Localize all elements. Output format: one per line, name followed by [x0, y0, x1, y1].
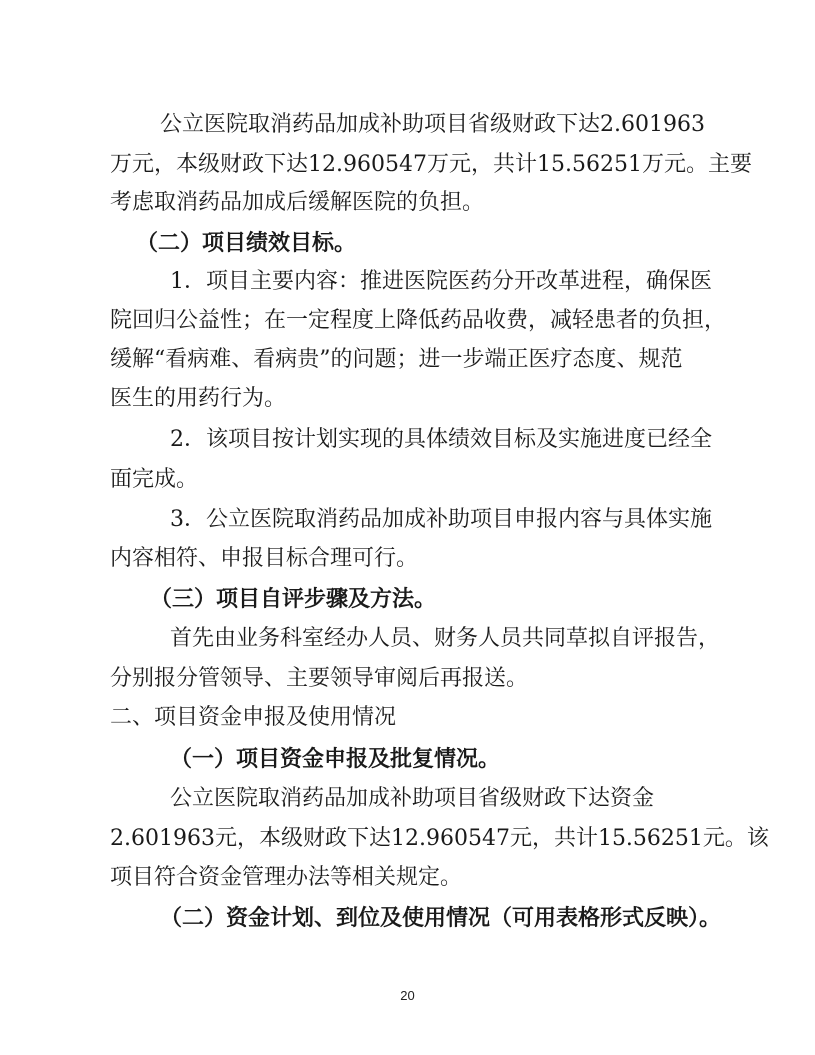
item-2-line-1: 2．该项目按计划实现的具体绩效目标及实施进度已经全	[170, 427, 712, 452]
item-1-line-3: 缓解“看病难、看病贵”的问题；进一步端正医疗态度、规范	[110, 347, 683, 372]
self-eval-line-1: 首先由业务科室经办人员、财务人员共同草拟自评报告，	[170, 626, 721, 651]
chapter-2-heading: 二、项目资金申报及使用情况	[110, 705, 397, 730]
funding-line-1: 公立医院取消药品加成补助项目省级财政下达资金	[170, 786, 655, 811]
section-2-heading: （二）项目绩效目标。	[136, 230, 357, 256]
paragraph-1-line-2: 万元，本级财政下达12.960547万元，共计15.56251万元。主要	[110, 152, 752, 177]
section-3-heading: （三）项目自评步骤及方法。	[150, 586, 437, 612]
funding-line-3: 项目符合资金管理办法等相关规定。	[110, 865, 463, 890]
sub-1-heading: （一）项目资金申报及批复情况。	[170, 746, 501, 772]
funding-line-2: 2.601963元，本级财政下达12.960547元，共计15.56251元。该	[110, 826, 769, 851]
self-eval-line-2: 分别报分管领导、主要领导审阅后再报送。	[110, 666, 529, 691]
item-1-line-1: 1．项目主要内容：推进医院医药分开改革进程，确保医	[170, 269, 712, 294]
item-3-line-2: 内容相符、申报目标合理可行。	[110, 546, 419, 571]
item-1-line-4: 医生的用药行为。	[110, 386, 287, 411]
item-1-line-2: 院回归公益性；在一定程度上降低药品收费，减轻患者的负担，	[110, 308, 727, 333]
paragraph-1-line-1: 公立医院取消药品加成补助项目省级财政下达2.601963	[160, 112, 705, 137]
item-3-line-1: 3．公立医院取消药品加成补助项目申报内容与具体实施	[170, 507, 712, 532]
sub-2-heading: （二）资金计划、到位及使用情况（可用表格形式反映）。	[160, 905, 722, 931]
item-2-line-2: 面完成。	[110, 467, 199, 492]
paragraph-1-line-3: 考虑取消药品加成后缓解医院的负担。	[110, 190, 485, 215]
page-number: 20	[400, 988, 415, 1003]
